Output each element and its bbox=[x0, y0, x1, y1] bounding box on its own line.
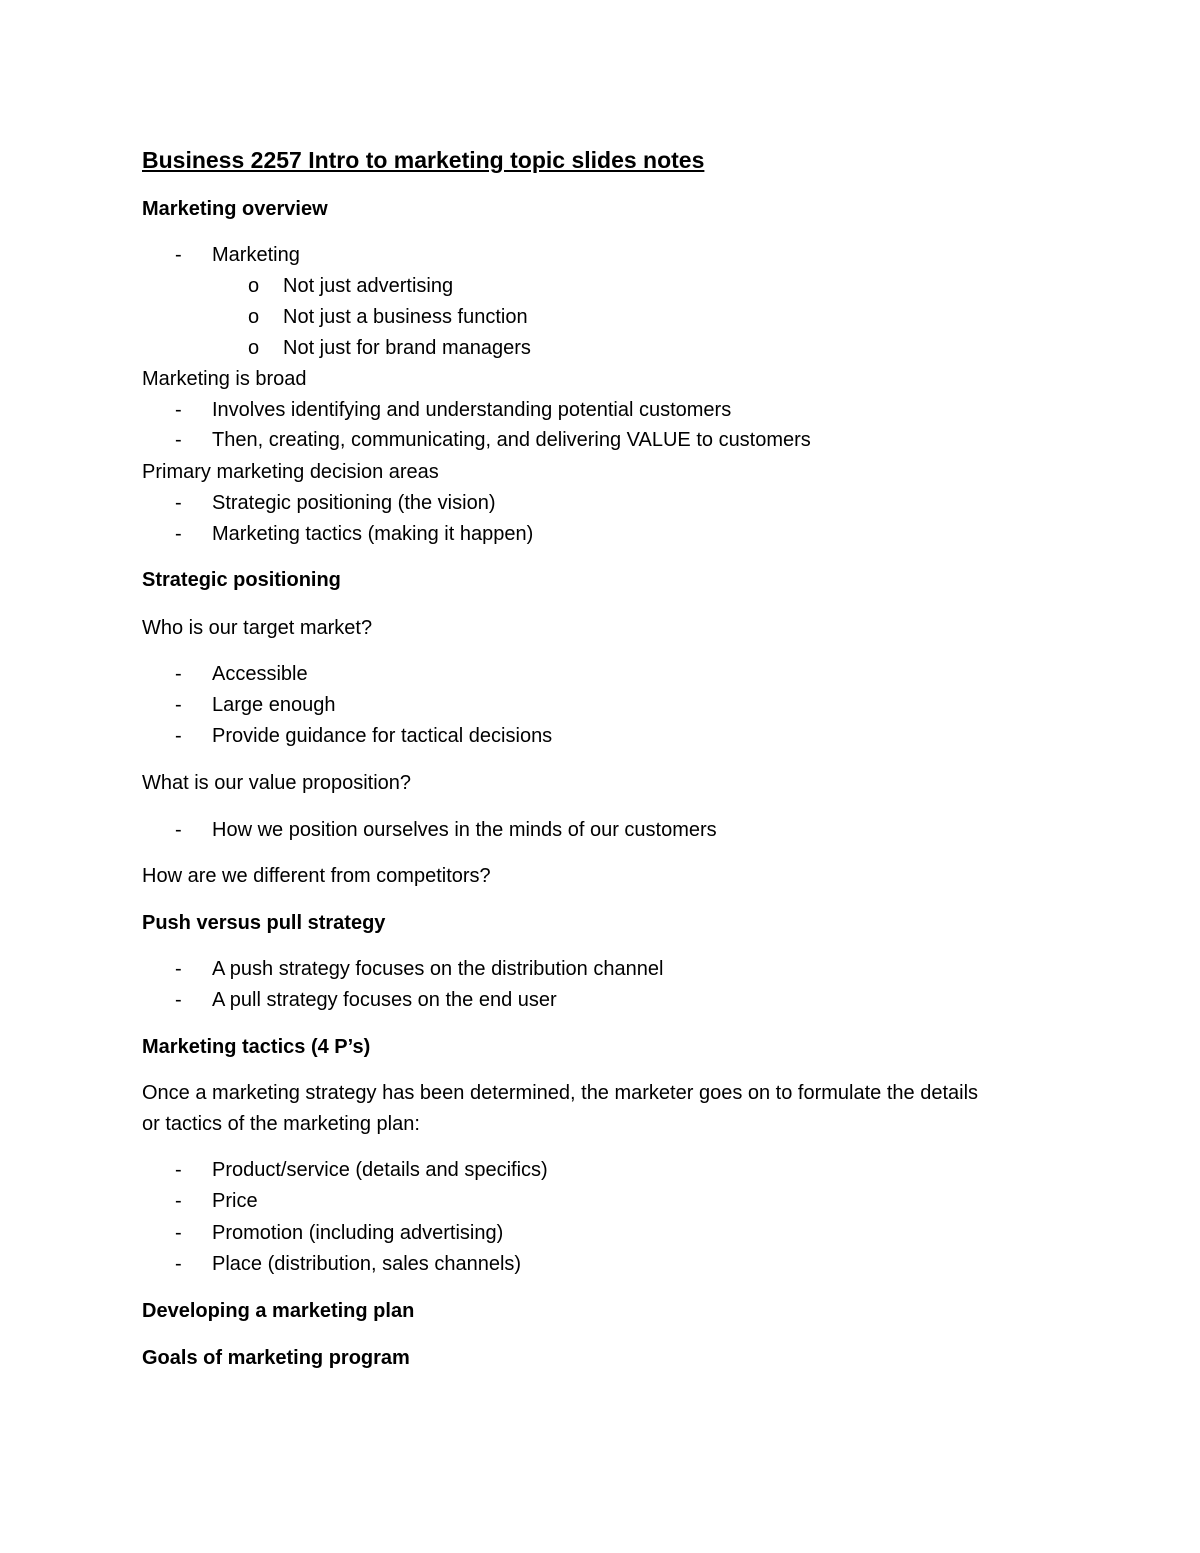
sub-list-item: Not just advertising bbox=[283, 275, 454, 297]
list-item: Then, creating, communicating, and delivering VALUE to customers bbox=[212, 429, 811, 451]
sub-bullet: o bbox=[248, 306, 260, 328]
dash-bullet: - bbox=[175, 244, 182, 266]
heading-marketing-overview: Marketing overview bbox=[142, 198, 328, 220]
dash-bullet: - bbox=[175, 663, 182, 685]
document-title: Business 2257 Intro to marketing topic slides notes bbox=[142, 147, 705, 173]
list-item: Price bbox=[212, 1190, 258, 1212]
question-target-market: Who is our target market? bbox=[142, 617, 373, 639]
question-value-proposition: What is our value proposition? bbox=[142, 772, 412, 794]
dash-bullet: - bbox=[175, 1190, 182, 1212]
list-item: Product/service (details and specifics) bbox=[212, 1159, 548, 1181]
sub-list-item: Not just a business function bbox=[283, 306, 528, 328]
list-item: A pull strategy focuses on the end user bbox=[212, 989, 557, 1011]
list-item: Promotion (including advertising) bbox=[212, 1222, 504, 1244]
label-marketing-is-broad: Marketing is broad bbox=[142, 368, 307, 390]
sub-bullet: o bbox=[248, 275, 260, 297]
heading-marketing-tactics: Marketing tactics (4 P’s) bbox=[142, 1036, 371, 1058]
dash-bullet: - bbox=[175, 958, 182, 980]
paragraph-line: Once a marketing strategy has been determined, the marketer goes on to formulate the details bbox=[142, 1082, 979, 1104]
list-item: Place (distribution, sales channels) bbox=[212, 1253, 522, 1275]
dash-bullet: - bbox=[175, 1253, 182, 1275]
heading-push-pull: Push versus pull strategy bbox=[142, 912, 386, 934]
dash-bullet: - bbox=[175, 694, 182, 716]
paragraph-line: or tactics of the marketing plan: bbox=[142, 1113, 420, 1135]
dash-bullet: - bbox=[175, 819, 182, 841]
list-item: Strategic positioning (the vision) bbox=[212, 492, 496, 514]
list-item-marketing: Marketing bbox=[212, 244, 300, 266]
dash-bullet: - bbox=[175, 989, 182, 1011]
list-item: Provide guidance for tactical decisions bbox=[212, 725, 553, 747]
question-competitors: How are we different from competitors? bbox=[142, 865, 491, 887]
list-item: Involves identifying and understanding potential customers bbox=[212, 399, 732, 421]
dash-bullet: - bbox=[175, 725, 182, 747]
list-item: Marketing tactics (making it happen) bbox=[212, 523, 534, 545]
heading-developing-plan: Developing a marketing plan bbox=[142, 1300, 415, 1322]
sub-list-item: Not just for brand managers bbox=[283, 337, 531, 359]
dash-bullet: - bbox=[175, 399, 182, 421]
dash-bullet: - bbox=[175, 429, 182, 451]
heading-goals: Goals of marketing program bbox=[142, 1347, 410, 1369]
heading-strategic-positioning: Strategic positioning bbox=[142, 569, 341, 591]
dash-bullet: - bbox=[175, 523, 182, 545]
dash-bullet: - bbox=[175, 1222, 182, 1244]
list-item: How we position ourselves in the minds of our customers bbox=[212, 819, 717, 841]
label-decision-areas: Primary marketing decision areas bbox=[142, 461, 439, 483]
sub-bullet: o bbox=[248, 337, 260, 359]
dash-bullet: - bbox=[175, 1159, 182, 1181]
dash-bullet: - bbox=[175, 492, 182, 514]
list-item: Large enough bbox=[212, 694, 336, 716]
list-item: A push strategy focuses on the distribution channel bbox=[212, 958, 664, 980]
list-item: Accessible bbox=[212, 663, 308, 685]
